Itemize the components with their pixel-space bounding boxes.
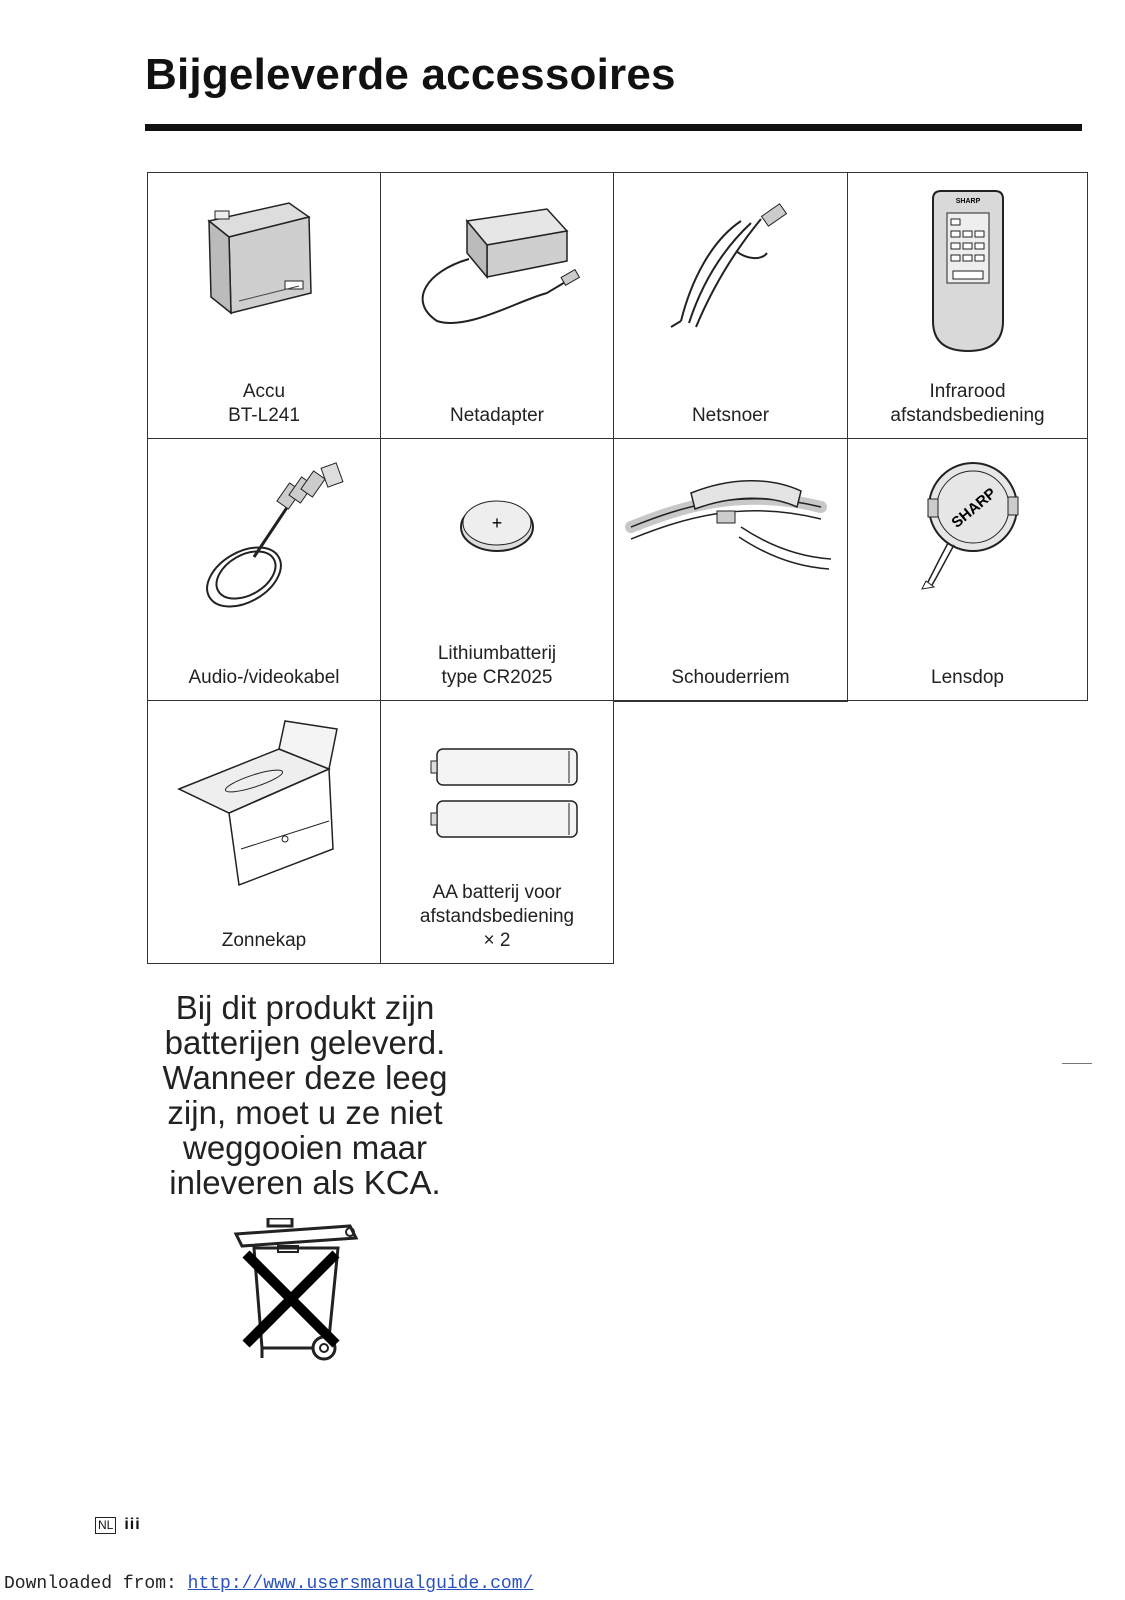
download-line (4, 1574, 533, 1594)
accessory-cell-lithium-battery (381, 439, 614, 701)
accessory-label-line: type CR2025 (441, 667, 553, 688)
power-cord-icon (641, 181, 821, 341)
notice-line: inleveren als KCA. (169, 1164, 441, 1201)
ac-adapter-icon (397, 181, 597, 331)
empty-cell (614, 701, 848, 964)
av-cable-icon (174, 447, 354, 617)
accessory-label-line: Lithiumbatterij (437, 643, 557, 664)
accessory-cell-aa-batteries (381, 701, 614, 964)
crossed-bin-icon (232, 1218, 372, 1383)
remote-logo: SHARP (955, 198, 980, 205)
page-title: Bijgeleverde accessoires (145, 50, 676, 99)
battery-pack-icon (189, 181, 339, 331)
title-rule (145, 124, 1082, 131)
margin-mark (1062, 1063, 1092, 1064)
notice-line: weggooien maar (183, 1129, 427, 1166)
accessory-cell-shoulder-strap (614, 439, 848, 701)
coin-battery-mark: + (491, 513, 503, 533)
accessory-label-line: Schouderriem (671, 667, 790, 688)
accessory-label-line: Lensdop (931, 667, 1004, 688)
accessory-label-line: Audio-/videokabel (188, 667, 340, 688)
notice-line: Wanneer deze leeg (162, 1059, 448, 1096)
page-footer (95, 1516, 141, 1534)
shoulder-strap-icon (621, 447, 841, 587)
coin-battery-icon (437, 447, 557, 587)
notice-line: zijn, moet u ze niet (167, 1094, 443, 1131)
accessory-label-line: Netsnoer (691, 405, 770, 426)
accessory-label-line: AA batterij voor (432, 882, 562, 903)
sun-hood-icon (169, 709, 359, 889)
notice-line: batterijen geleverd. (164, 1024, 446, 1061)
language-badge: NL (95, 1517, 116, 1534)
lens-cap-logo: SHARP (947, 484, 1000, 532)
page-number: iii (124, 1516, 141, 1533)
accessory-label-line: Netadapter (449, 405, 544, 426)
download-link[interactable]: http://www.usersmanualguide.com/ (187, 1574, 534, 1594)
accessory-cell-av-cable (148, 439, 381, 701)
accessory-cell-battery (148, 173, 381, 439)
accessory-label-line: BT-L241 (228, 405, 300, 426)
accessory-cell-lens-cap (848, 439, 1088, 701)
accessory-label-line: × 2 (483, 930, 511, 951)
aa-batteries-icon (397, 709, 597, 839)
accessory-label-line: Infrarood (929, 381, 1006, 402)
notice-line: Bij dit produkt zijn (175, 989, 435, 1026)
remote-control-icon (923, 181, 1013, 356)
empty-cell (848, 701, 1088, 964)
battery-disposal-notice (140, 990, 470, 1200)
accessories-grid (147, 172, 1088, 964)
accessory-label-line: Zonnekap (221, 930, 307, 951)
accessory-label-line: Accu (242, 381, 286, 402)
accessory-label-line: afstandsbediening (419, 906, 575, 927)
download-prefix: Downloaded from: (4, 1574, 188, 1594)
accessory-cell-remote (848, 173, 1088, 439)
accessory-label-line: afstandsbediening (890, 405, 1045, 426)
accessory-cell-adapter (381, 173, 614, 439)
accessory-cell-power-cord (614, 173, 848, 439)
accessory-cell-sun-hood (148, 701, 381, 964)
lens-cap-icon (888, 447, 1048, 607)
